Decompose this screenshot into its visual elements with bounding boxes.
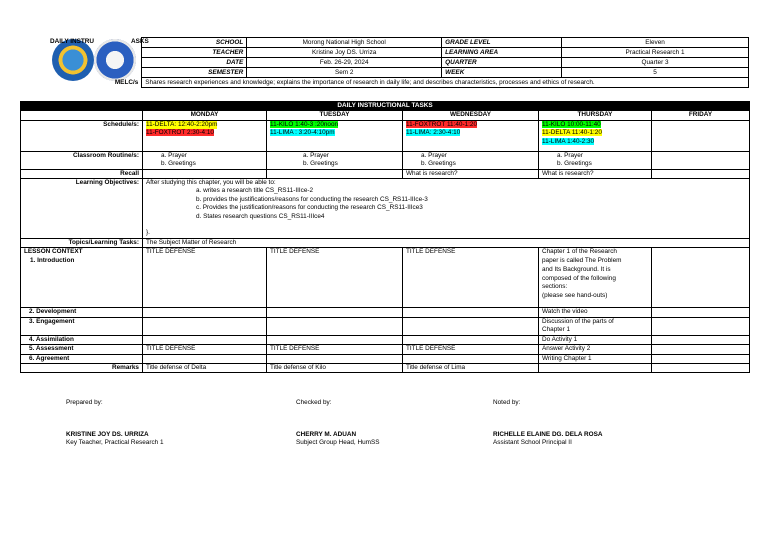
dev-tue <box>267 308 403 317</box>
sched-wed-1: 11-FOXTROT 11:40-1:20 <box>406 120 478 128</box>
routine-thu <box>539 151 652 169</box>
objective-d: d. States research questions CS_RS11-IIIce4 <box>196 212 325 220</box>
routine-item: a. Prayer <box>557 151 583 159</box>
prepared-block <box>66 431 164 447</box>
prepared-label: Prepared by: <box>66 399 103 406</box>
intro-thu-line: composed of the following <box>542 274 616 282</box>
agr-thu: Writing Chapter 1 <box>539 354 652 363</box>
week-label: WEEK <box>442 68 562 78</box>
intro-thu-line: and Its Background. It is <box>542 265 611 273</box>
date-value: Feb. 26-29, 2024 <box>247 58 442 68</box>
intro-mon: TITLE DEFENSE <box>143 248 267 308</box>
dev-wed <box>403 308 539 317</box>
agr-mon <box>143 354 267 363</box>
quarter-value: Quarter 3 <box>562 58 749 68</box>
ass-mon: TITLE DEFENSE <box>143 345 267 354</box>
objective-b: b. provides the justifications/reasons for conducting the research CS_RS11-IIIce-3 <box>196 195 428 203</box>
checked-label: Checked by: <box>296 399 332 406</box>
agr-tue <box>267 354 403 363</box>
schedule-fri <box>652 120 750 151</box>
day-wednesday: WEDNESDAY <box>403 111 539 120</box>
day-monday: MONDAY <box>143 111 267 120</box>
grade-label: GRADE LEVEL <box>442 38 562 48</box>
agreement-label: 6. Agreement <box>21 354 143 363</box>
lesson-context-cell <box>21 248 143 308</box>
routine-item: a. Prayer <box>421 151 447 159</box>
intro-thu-line: sections: <box>542 283 568 291</box>
asm-mon <box>143 335 267 344</box>
noted-name: RICHELLE ELAINE DG. DELA ROSA <box>493 431 603 438</box>
doc-title-left: DAILY INSTRU <box>50 38 95 45</box>
agr-wed <box>403 354 539 363</box>
lesson-context-label: LESSON CONTEXT <box>24 248 83 256</box>
objective-a: a. writes a research title CS_RS11-IIIce-2 <box>196 187 314 195</box>
intro-tue: TITLE DEFENSE <box>267 248 403 308</box>
recall-wed: What is research? <box>403 169 539 178</box>
checked-role: Subject Group Head, HumSS <box>296 439 380 446</box>
introduction-label: 1. Introduction <box>30 256 75 264</box>
agr-fri <box>652 354 750 363</box>
assimilation-label: 4. Assimilation <box>21 335 143 344</box>
intro-thu-line: paper is called The Problem <box>542 257 622 265</box>
objectives-body <box>143 179 750 239</box>
intro-thu-line: (please see hand-outs) <box>542 292 608 300</box>
schedule-thu <box>539 120 652 151</box>
day-thursday: THURSDAY <box>539 111 652 120</box>
asm-wed <box>403 335 539 344</box>
sched-thu-2: 11-DELTA 11:40-1:20 <box>542 129 602 137</box>
routine-label: Classroom Routine/s: <box>21 151 143 169</box>
sched-thu-1: 11-KILO 10:00-11:40 <box>542 120 601 128</box>
routine-fri <box>652 151 750 169</box>
day-friday: FRIDAY <box>652 111 750 120</box>
schedule-mon <box>143 120 267 151</box>
rem-wed: Title defense of Lima <box>403 363 539 372</box>
objectives-tail: }. <box>146 229 150 237</box>
dev-mon <box>143 308 267 317</box>
checked-block <box>296 431 379 447</box>
routine-wed <box>403 151 539 169</box>
sched-tue-1: 11-KILO 1:40-3 :20noon <box>270 120 339 128</box>
ass-thu: Answer Activity 2 <box>539 345 652 354</box>
routine-item: a. Prayer <box>161 151 187 159</box>
dit-table <box>20 101 750 373</box>
teacher-label: TEACHER <box>142 48 247 58</box>
rem-fri <box>652 363 750 372</box>
objectives-intro: After studying this chapter, you will be able to: <box>146 179 276 187</box>
intro-thu <box>539 248 652 308</box>
ass-wed: TITLE DEFENSE <box>403 345 539 354</box>
schedule-label: Schedule/s: <box>21 120 143 151</box>
topics-label: Topics/Learning Tasks: <box>21 238 143 247</box>
routine-item: b. Greetings <box>303 160 338 168</box>
dev-fri <box>652 308 750 317</box>
semester-label: SEMESTER <box>142 68 247 78</box>
school-value: Morong National High School <box>247 38 442 48</box>
noted-role: Assistant School Principal II <box>493 439 572 446</box>
dit-bar: DAILY INSTRUCTIONAL TASKS <box>21 102 750 111</box>
routine-item: b. Greetings <box>557 160 592 168</box>
eng-thu-line: Chapter 1 <box>542 326 571 334</box>
date-label: DATE <box>142 58 247 68</box>
recall-tue <box>267 169 403 178</box>
ass-fri <box>652 345 750 354</box>
dev-thu: Watch the video <box>539 308 652 317</box>
sched-tue-2: 11-LIMA : 3:20-4:10pm <box>270 129 335 137</box>
rem-thu <box>539 363 652 372</box>
checked-name: CHERRY M. ADUAN <box>296 431 357 438</box>
quarter-label: QUARTER <box>442 58 562 68</box>
recall-label: Recall <box>21 169 143 178</box>
remarks-label: Remarks <box>21 363 143 372</box>
sched-mon-1: 11-DELTA: 12:40-2:20pm <box>146 120 218 128</box>
routine-item: b. Greetings <box>421 160 456 168</box>
corner-cell <box>21 111 143 120</box>
sched-wed-2: 11-LIMA: 2:30-4:10 <box>406 129 461 137</box>
routine-mon <box>143 151 267 169</box>
intro-fri <box>652 248 750 308</box>
doc-title-right: ASKS <box>131 38 149 45</box>
rem-mon: Title defense of Delta <box>143 363 267 372</box>
noted-label: Noted by: <box>493 399 521 406</box>
sched-mon-2: 11-FOXTROT 2:30-4:10 <box>146 129 214 137</box>
sched-thu-3: 11-LIMA 1:40-2:30 <box>542 137 595 145</box>
rem-tue: Title defense of Kilo <box>267 363 403 372</box>
header-table <box>20 37 749 88</box>
eng-mon <box>143 317 267 335</box>
melc-label: MELC/s <box>20 78 142 88</box>
eng-wed <box>403 317 539 335</box>
intro-wed: TITLE DEFENSE <box>403 248 539 308</box>
recall-mon <box>143 169 267 178</box>
routine-item: b. Greetings <box>161 160 196 168</box>
asm-tue <box>267 335 403 344</box>
prepared-role: Key Teacher, Practical Research 1 <box>66 439 164 446</box>
area-value: Practical Research 1 <box>562 48 749 58</box>
assessment-label: 5. Assessment <box>21 345 143 354</box>
eng-thu-line: Discussion of the parts of <box>542 317 614 325</box>
asm-thu: Do Activity 1 <box>539 335 652 344</box>
recall-fri <box>652 169 750 178</box>
engagement-label: 3. Engagement <box>21 317 143 335</box>
topics-value: The Subject Matter of Research <box>143 238 750 247</box>
melc-value: Shares research experiences and knowledge; explains the importance of research in daily life; and describes characteristics, processes and ethics of research. <box>142 78 749 88</box>
teacher-value: Kristine Joy DS. Urriza <box>247 48 442 58</box>
objectives-label: Learning Objectives: <box>21 179 143 239</box>
asm-fri <box>652 335 750 344</box>
semester-value: Sem 2 <box>247 68 442 78</box>
prepared-name: KRISTINE JOY DS. URRIZA <box>66 431 149 438</box>
day-tuesday: TUESDAY <box>267 111 403 120</box>
routine-item: a. Prayer <box>303 151 329 159</box>
school-label: SCHOOL <box>142 38 247 48</box>
objective-c: c. Provides the justification/reasons for conducting the research CS_RS11-IIIce3 <box>196 204 423 212</box>
routine-tue <box>267 151 403 169</box>
schedule-tue <box>267 120 403 151</box>
noted-block <box>493 431 602 447</box>
schedule-wed <box>403 120 539 151</box>
area-label: LEARNING AREA <box>442 48 562 58</box>
ass-tue: TITLE DEFENSE <box>267 345 403 354</box>
intro-thu-line: Chapter 1 of the Research <box>542 248 617 256</box>
eng-thu <box>539 317 652 335</box>
grade-value: Eleven <box>562 38 749 48</box>
eng-tue <box>267 317 403 335</box>
development-label: 2. Development <box>21 308 143 317</box>
eng-fri <box>652 317 750 335</box>
recall-thu: What is research? <box>539 169 652 178</box>
week-value: 5 <box>562 68 749 78</box>
